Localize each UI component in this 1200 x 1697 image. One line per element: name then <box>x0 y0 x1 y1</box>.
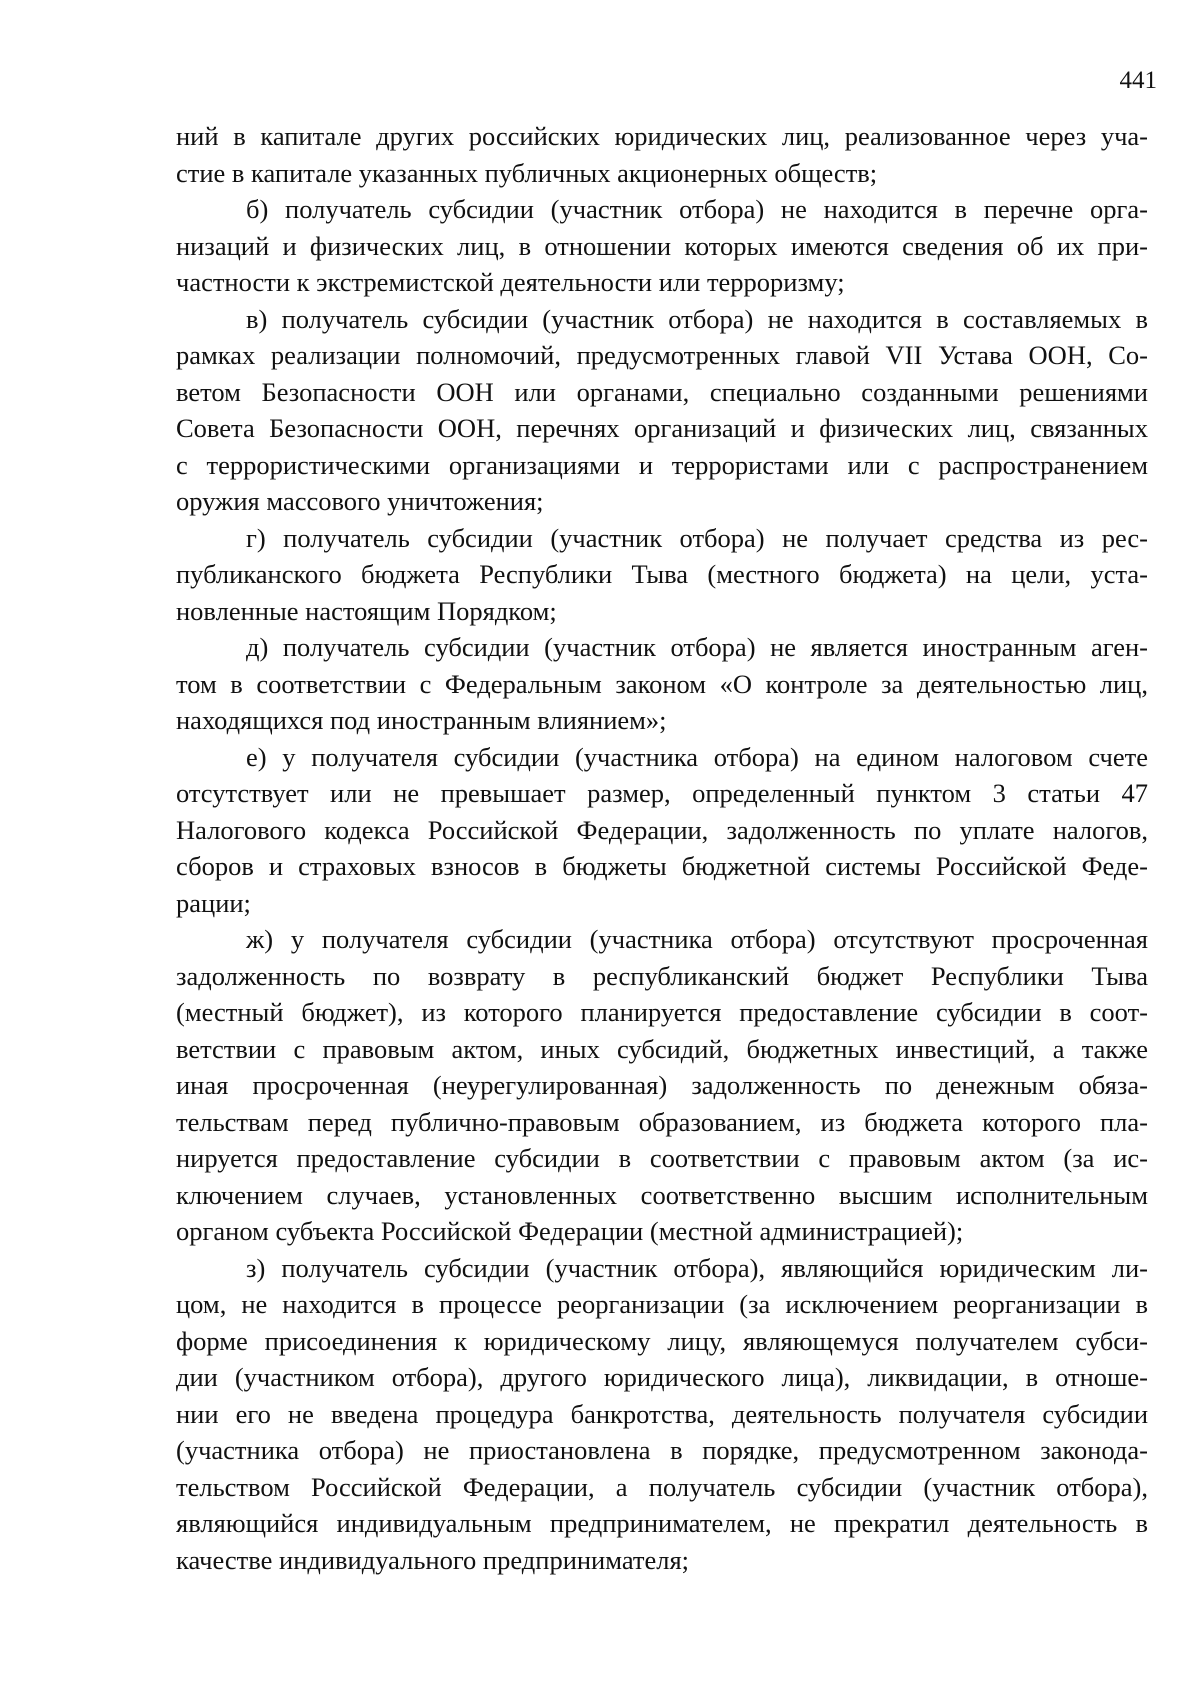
paragraph-first-line: в) получатель субсидии (участник отбора) не находится в составляемых в <box>246 303 1148 334</box>
text-line: задолженность по возврату в республиканский бюджет Республики Тыва <box>176 960 1148 991</box>
text-line: рамках реализации полномочий, предусмотренных главой VII Устава ООН, Со- <box>176 340 1148 370</box>
text-line: дии (участником отбора), другого юридического лица), ликвидации, в отноше- <box>176 1362 1148 1392</box>
text-line: являющийся индивидуальным предпринимателем, не прекратил деятельность в <box>176 1508 1148 1538</box>
text-line: (местный бюджет), из которого планируется предоставление субсидии в соот- <box>176 997 1148 1027</box>
text-line: сборов и страховых взносов в бюджеты бюджетной системы Российской Феде- <box>176 851 1148 881</box>
text-line: отсутствует или не превышает размер, определенный пунктом 3 статьи 47 <box>176 778 1148 808</box>
paragraph-first-line: з) получатель субсидии (участник отбора), являющийся юридическим ли- <box>246 1252 1148 1283</box>
text-line: ний в капитале других российских юридических лиц, реализованное через уча- <box>176 121 1148 151</box>
text-line: стие в капитале указанных публичных акционерных обществ; <box>176 157 878 188</box>
page-number: 441 <box>1119 67 1157 94</box>
text-line: оружия массового уничтожения; <box>176 486 544 516</box>
text-line: Совета Безопасности ООН, перечнях организаций и физических лиц, связанных <box>176 413 1148 443</box>
paragraph-first-line: ж) у получателя субсидии (участника отбора) отсутствуют просроченная <box>246 924 1148 954</box>
text-line: публиканского бюджета Республики Тыва (местного бюджета) на цели, уста- <box>176 559 1148 589</box>
text-line: цом, не находится в процессе реорганизации (за исключением реорганизации в <box>176 1289 1148 1319</box>
text-line: нии его не введена процедура банкротства, деятельность получателя субсидии <box>176 1398 1148 1429</box>
text-line: нируется предоставление субсидии в соответствии с правовым актом (за ис- <box>176 1143 1148 1173</box>
paragraph-first-line: е) у получателя субсидии (участника отбора) на едином налоговом счете <box>246 741 1148 772</box>
body-text <box>176 118 1148 1578</box>
paragraph-first-line: д) получатель субсидии (участник отбора) не является иностранным аген- <box>246 632 1148 662</box>
text-line: форме присоединения к юридическому лицу, являющемуся получателем субси- <box>176 1325 1148 1356</box>
text-line: органом субъекта Российской Федерации (местной администрацией); <box>176 1216 964 1246</box>
text-line: качестве индивидуального предпринимателя; <box>176 1544 690 1575</box>
text-line: (участника отбора) не приостановлена в порядке, предусмотренном законода- <box>176 1435 1148 1465</box>
text-line: новленные настоящим Порядком; <box>176 595 557 626</box>
paragraph-first-line: б) получатель субсидии (участник отбора) не находится в перечне орга- <box>246 194 1148 224</box>
text-line: низаций и физических лиц, в отношении которых имеются сведения об их при- <box>176 230 1148 261</box>
paragraph-first-line: г) получатель субсидии (участник отбора) не получает средства из рес- <box>246 522 1148 553</box>
text-line: частности к экстремистской деятельности или терроризму; <box>176 267 845 297</box>
text-line: ветом Безопасности ООН или органами, специально созданными решениями <box>176 376 1148 407</box>
text-line: том в соответствии с Федеральным законом «О контроле за деятельностью лиц, <box>176 668 1148 699</box>
text-line: иная просроченная (неурегулированная) задолженность по денежным обяза- <box>176 1070 1148 1100</box>
text-line: с террористическими организациями и террористами или с распространением <box>176 449 1148 480</box>
text-line: ветствии с правовым актом, иных субсидий, бюджетных инвестиций, а также <box>176 1033 1148 1064</box>
text-line: тельством Российской Федерации, а получатель субсидии (участник отбора), <box>176 1471 1148 1502</box>
text-line: находящихся под иностранным влиянием»; <box>176 705 667 735</box>
text-line: тельствам перед публично-правовым образованием, из бюджета которого пла- <box>176 1106 1148 1137</box>
text-line: рации; <box>176 887 251 918</box>
text-line: Налогового кодекса Российской Федерации, задолженность по уплате налогов, <box>176 814 1148 845</box>
text-line: ключением случаев, установленных соответственно высшим исполнительным <box>176 1179 1148 1210</box>
